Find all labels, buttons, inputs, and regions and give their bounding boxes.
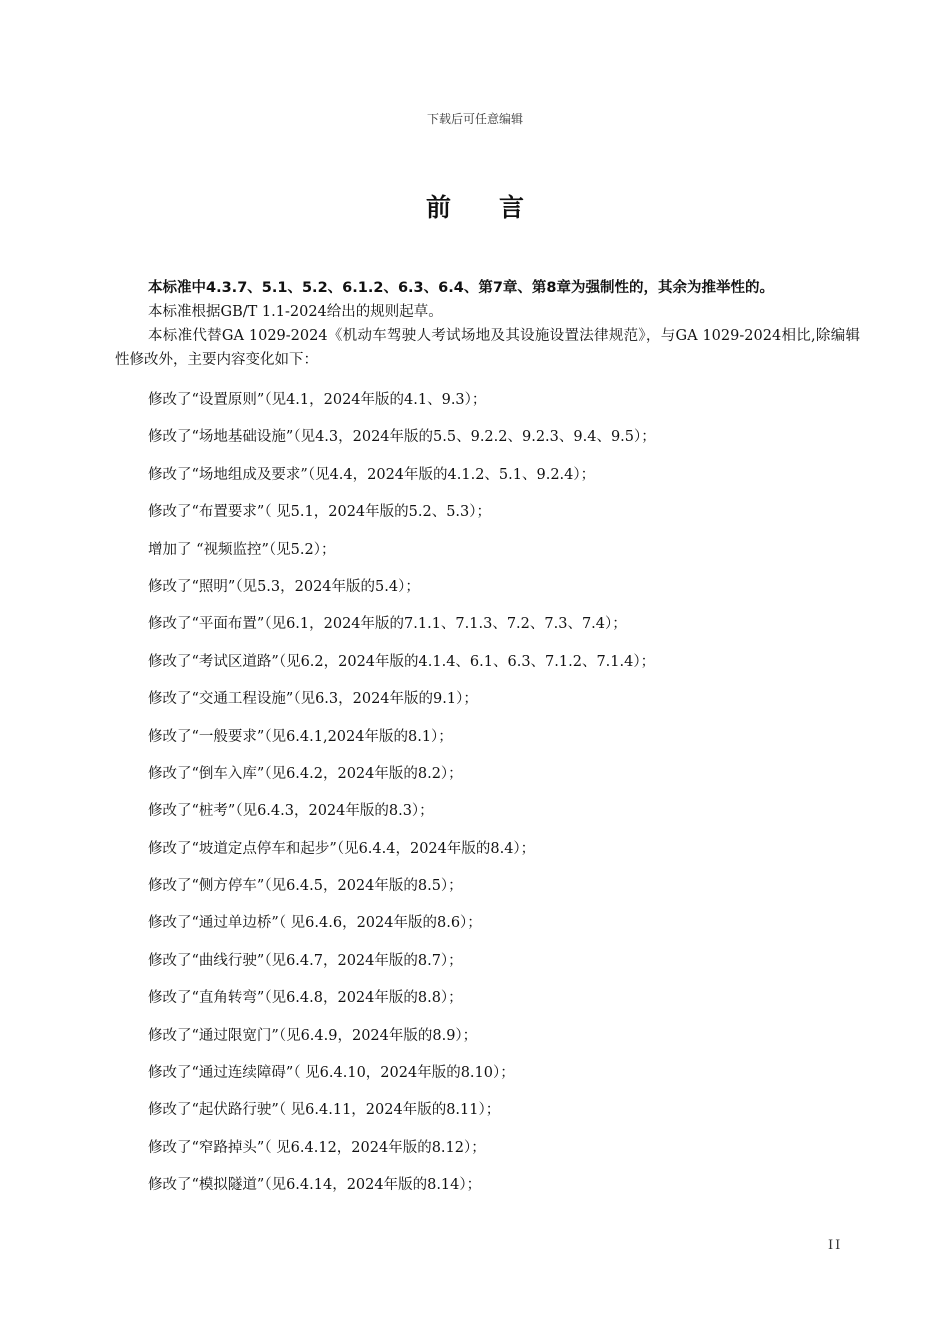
intro-paragraph-mandatory: 本标准中4.3.7、5.1、5.2、6.1.2、6.3、6.4、第7章、第8章为强制性的，其余为推举性的。 <box>148 280 774 296</box>
list-item: 修改了“场地基础设施”（见4.3，2024年版的5.5、9.2.2、9.2.3、9.4、9.5）； <box>148 429 656 446</box>
list-item: 修改了“通过单边桥”（ 见6.4.6，2024年版的8.6）； <box>148 915 482 932</box>
list-item: 修改了“布置要求”（ 见5.1，2024年版的5.2、5.3）； <box>148 504 492 521</box>
list-item: 修改了“通过连续障碍”（ 见6.4.10，2024年版的8.10）； <box>148 1065 515 1082</box>
list-item: 修改了“交通工程设施”（见6.3，2024年版的9.1）； <box>148 691 478 708</box>
page-number: II <box>828 1238 843 1253</box>
list-item: 修改了“起伏路行驶”（ 见6.4.11，2024年版的8.11）； <box>148 1102 501 1119</box>
list-item: 修改了“场地组成及要求”（见4.4，2024年版的4.1.2、5.1、9.2.4）； <box>148 466 596 483</box>
list-item: 增加了 “视频监控”（见5.2）； <box>148 541 336 558</box>
list-item: 修改了“平面布置”（见6.1，2024年版的7.1.1、7.1.3、7.2、7.3、7.4）； <box>148 616 627 633</box>
list-item: 修改了“照明”（见5.3，2024年版的5.4）； <box>148 578 420 595</box>
list-item: 修改了“设置原则”（见4.1，2024年版的4.1、9.3）； <box>148 392 487 408</box>
list-item: 修改了“窄路掉头”（ 见6.4.12，2024年版的8.12）； <box>148 1139 486 1156</box>
changes-list <box>148 390 860 1213</box>
list-item: 修改了“坡道定点停车和起步”（见6.4.4，2024年版的8.4）； <box>148 840 536 857</box>
list-item: 修改了“模拟隧道”（见6.4.14，2024年版的8.14）； <box>148 1177 482 1194</box>
list-item: 修改了“直角转弯”（见6.4.8，2024年版的8.8）； <box>148 990 463 1007</box>
list-item: 修改了“通过限宽门”（见6.4.9，2024年版的8.9）； <box>148 1027 478 1044</box>
list-item: 修改了“桩考”（见6.4.3，2024年版的8.3）； <box>148 803 434 820</box>
list-item: 修改了“考试区道路”（见6.2，2024年版的4.1.4、6.1、6.3、7.1.2、7.1.4）； <box>148 653 656 670</box>
intro-section <box>115 276 860 372</box>
intro-paragraph-replacement: 本标准代替GA 1029-2024《机动车驾驶人考试场地及其设施设置法律规范》，与GA 1029-2024相比,除编辑性修改外，主要内容变化如下： <box>115 328 860 368</box>
list-item: 修改了“一般要求”（见6.4.1,2024年版的8.1）； <box>148 728 453 745</box>
page-title: 前言 <box>425 193 572 222</box>
list-item: 修改了“曲线行驶”（见6.4.7，2024年版的8.7）； <box>148 952 463 969</box>
intro-paragraph-drafting-rules: 本标准根据GB/T 1.1-2024给出的规则起草。 <box>148 304 443 320</box>
list-item: 修改了“倒车入库”（见6.4.2，2024年版的8.2）； <box>148 765 463 782</box>
list-item: 修改了“侧方停车”（见6.4.5，2024年版的8.5）； <box>148 878 463 895</box>
header-note: 下载后可任意编辑 <box>426 112 523 126</box>
